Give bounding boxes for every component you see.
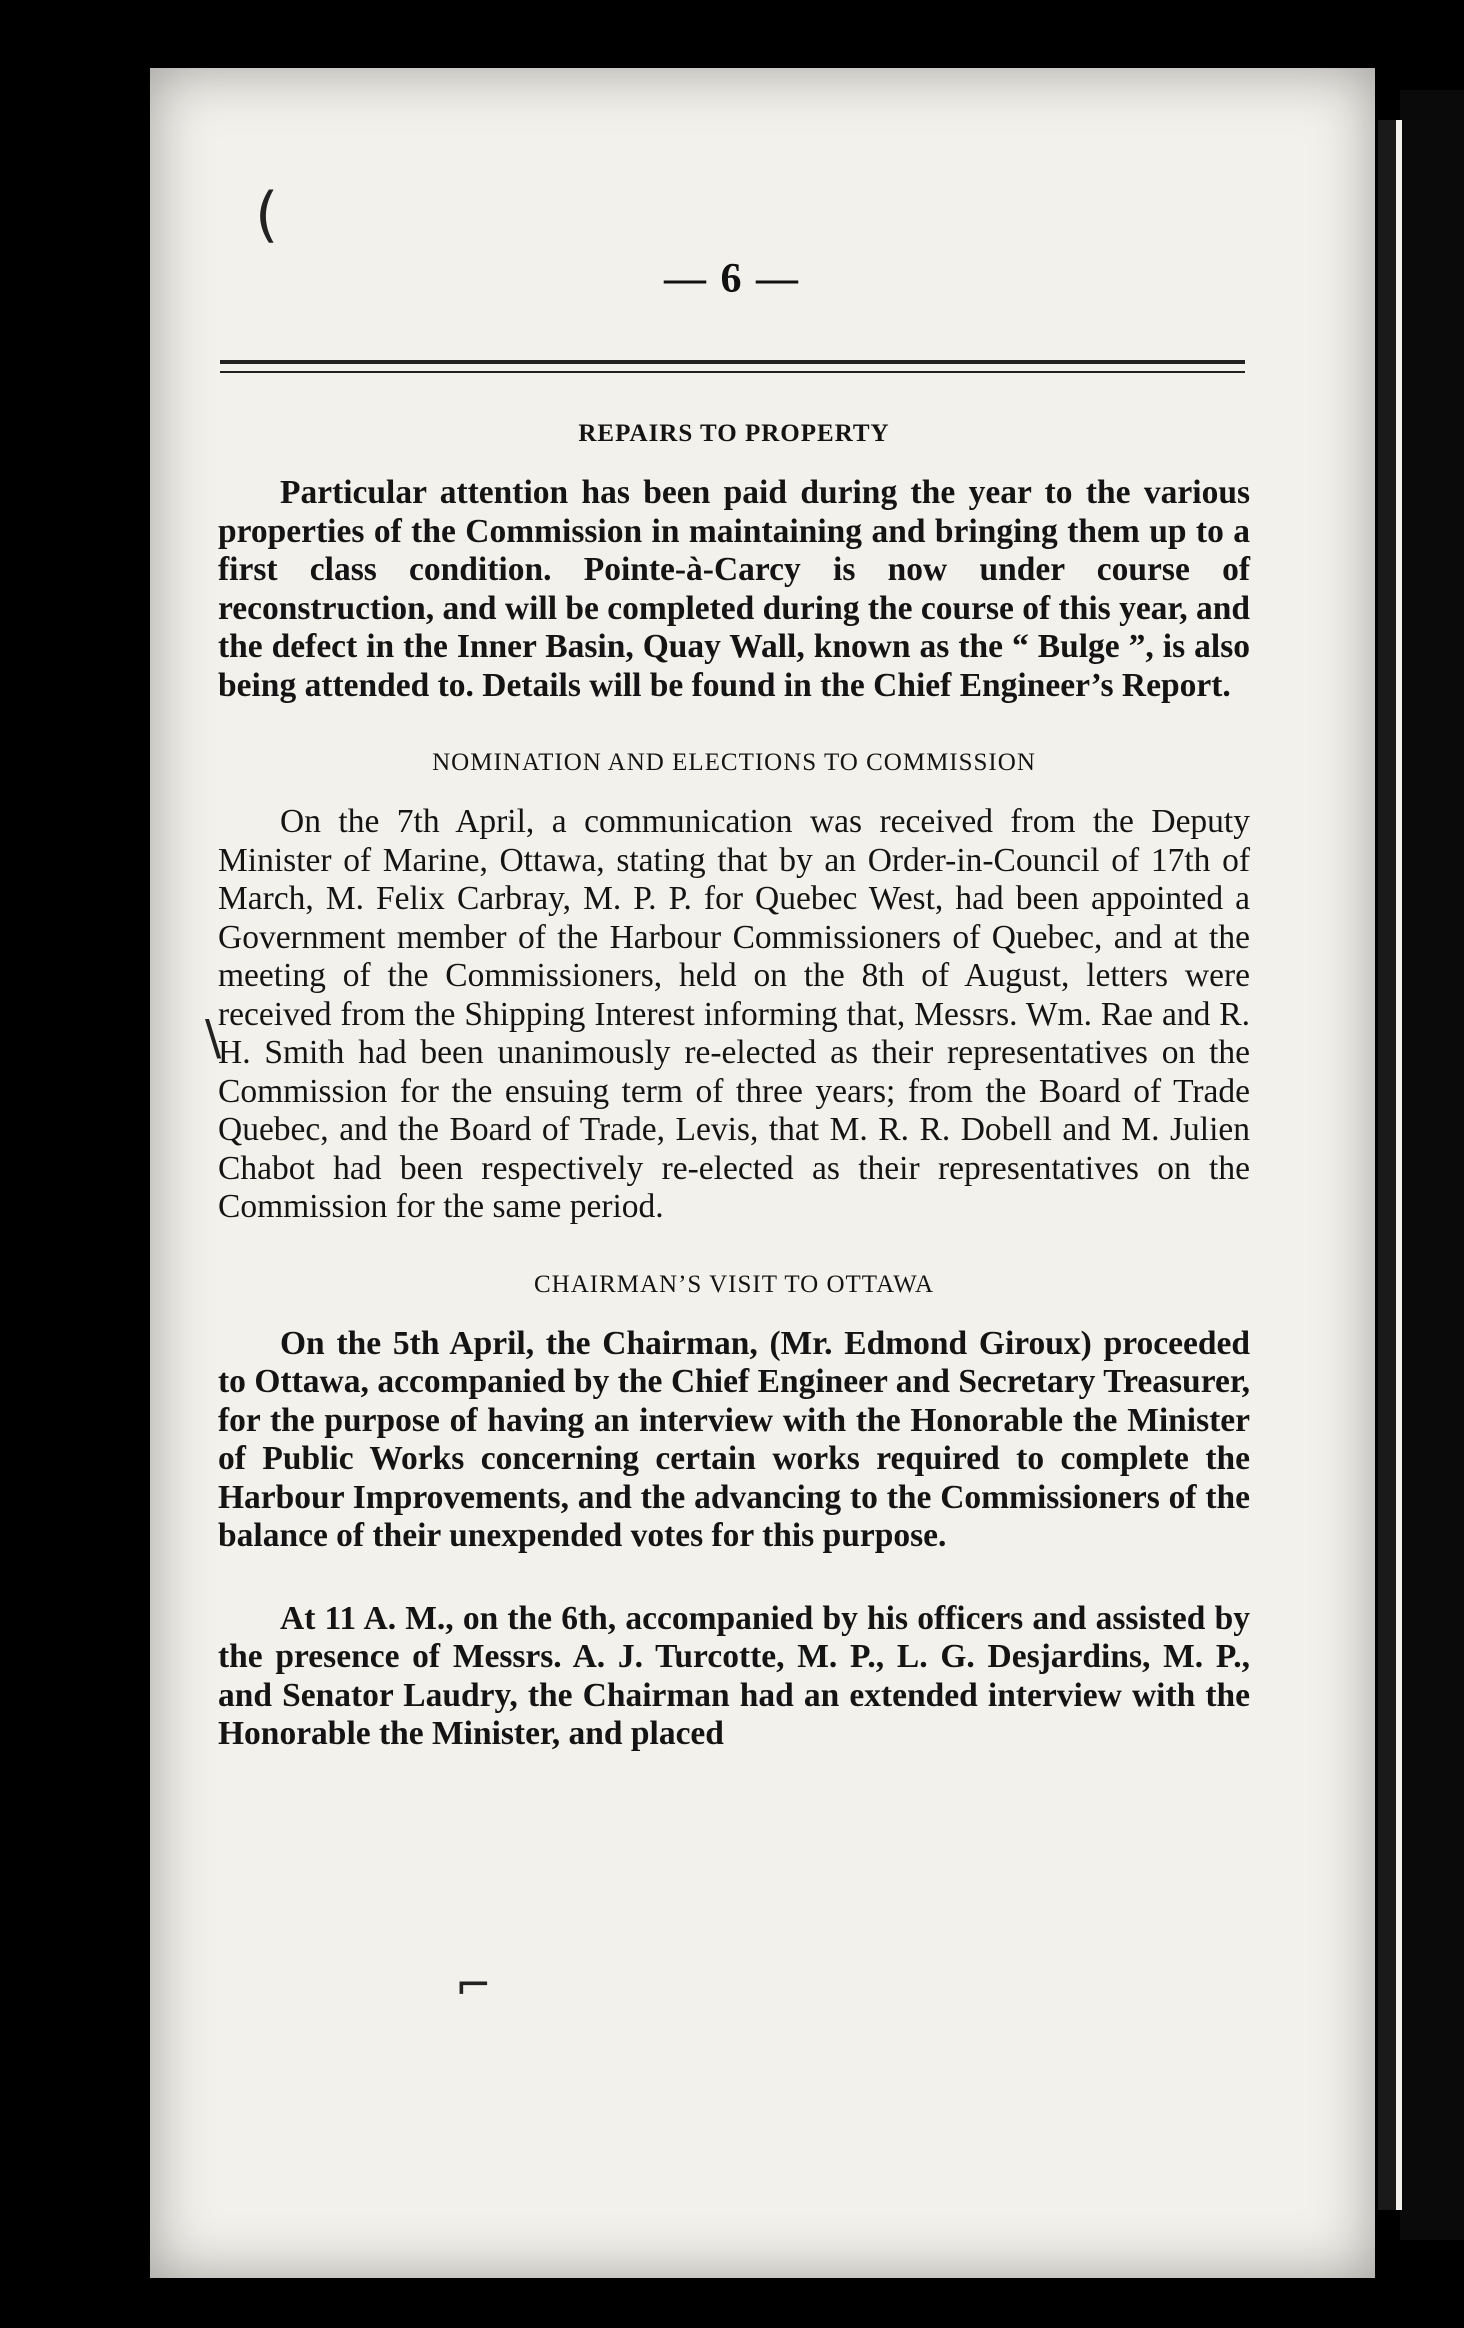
paragraph-nomination: On the 7th April, a communication was received from the Deputy Minister of Marine, Ottawa, stating that by an Order-in-Council of 17th of March, M. Felix Carbray, M. P. P. for Quebec West, had been appointed a Government member of the Harbour Commissioners of Quebec, and at the meeting of the Commissioners, held on the 8th of August, letters were received from the Shipping Interest informing that, Messrs. Wm. Rae and R. H. Smith had been unanimously re-elected as their representatives on the Commission for the ensuing term of three years; from the Board of Trade Quebec, and the Board of Trade, Levis, that M. R. R. Dobell and M. Julien Chabot had been respectively re-elected as their representatives on the Commission for the same period. bbox=[218, 803, 1250, 1225]
document-body bbox=[218, 420, 1250, 1798]
pencil-mark-hook: ⌐ bbox=[455, 1960, 492, 2011]
paragraph-interview: At 11 A. M., on the 6th, accompanied by his officers and assisted by the presence of Messrs. A. J. Turcotte, M. P., L. G. Desjardins, M. P., and Senator Laudry, the Chairman had an extended interview with the Honorable the Minister, and placed bbox=[218, 1599, 1250, 1752]
header-rule-thin bbox=[220, 371, 1245, 373]
paragraph-chairman-visit: On the 5th April, the Chairman, (Mr. Edmond Giroux) proceeded to Ottawa, accompanied by the Chief Engineer and Secretary Treasurer, for the purpose of having an interview with the Honorable the Minister of Public Works concerning certain works required to complete the Harbour Improvements, and the advancing to the Commissioners of the balance of their unexpended votes for this purpose. bbox=[218, 1324, 1250, 1554]
page-binding-shadow bbox=[1378, 120, 1396, 2210]
page-edge-highlight bbox=[1396, 120, 1402, 2210]
header-rule-thick bbox=[220, 360, 1245, 364]
adjacent-page-edge bbox=[1400, 90, 1464, 2240]
section-heading-chairman-visit: CHAIRMAN’S VISIT TO OTTAWA bbox=[533, 1270, 935, 1298]
header-double-rule bbox=[220, 360, 1245, 373]
page-number: — 6 — bbox=[664, 256, 800, 302]
paragraph-repairs: Particular attention has been paid during the year to the various properties of the Commission in maintaining and bringing them up to a first class condition. Pointe-à-Carcy is now under course of reconstruction, and will be completed during the course of this year, and the defect in the Inner Basin, Quay Wall, known as the “ Bulge ”, is also being attended to. Details will be found in the Chief Engineer’s Report. bbox=[218, 474, 1250, 704]
section-heading-repairs: REPAIRS TO PROPERTY bbox=[578, 420, 890, 447]
pencil-mark-bracket: ( bbox=[255, 180, 279, 250]
section-heading-nomination: NOMINATION AND ELECTIONS TO COMMISSION bbox=[432, 749, 1036, 776]
pencil-mark-line: \ bbox=[205, 1010, 222, 1066]
